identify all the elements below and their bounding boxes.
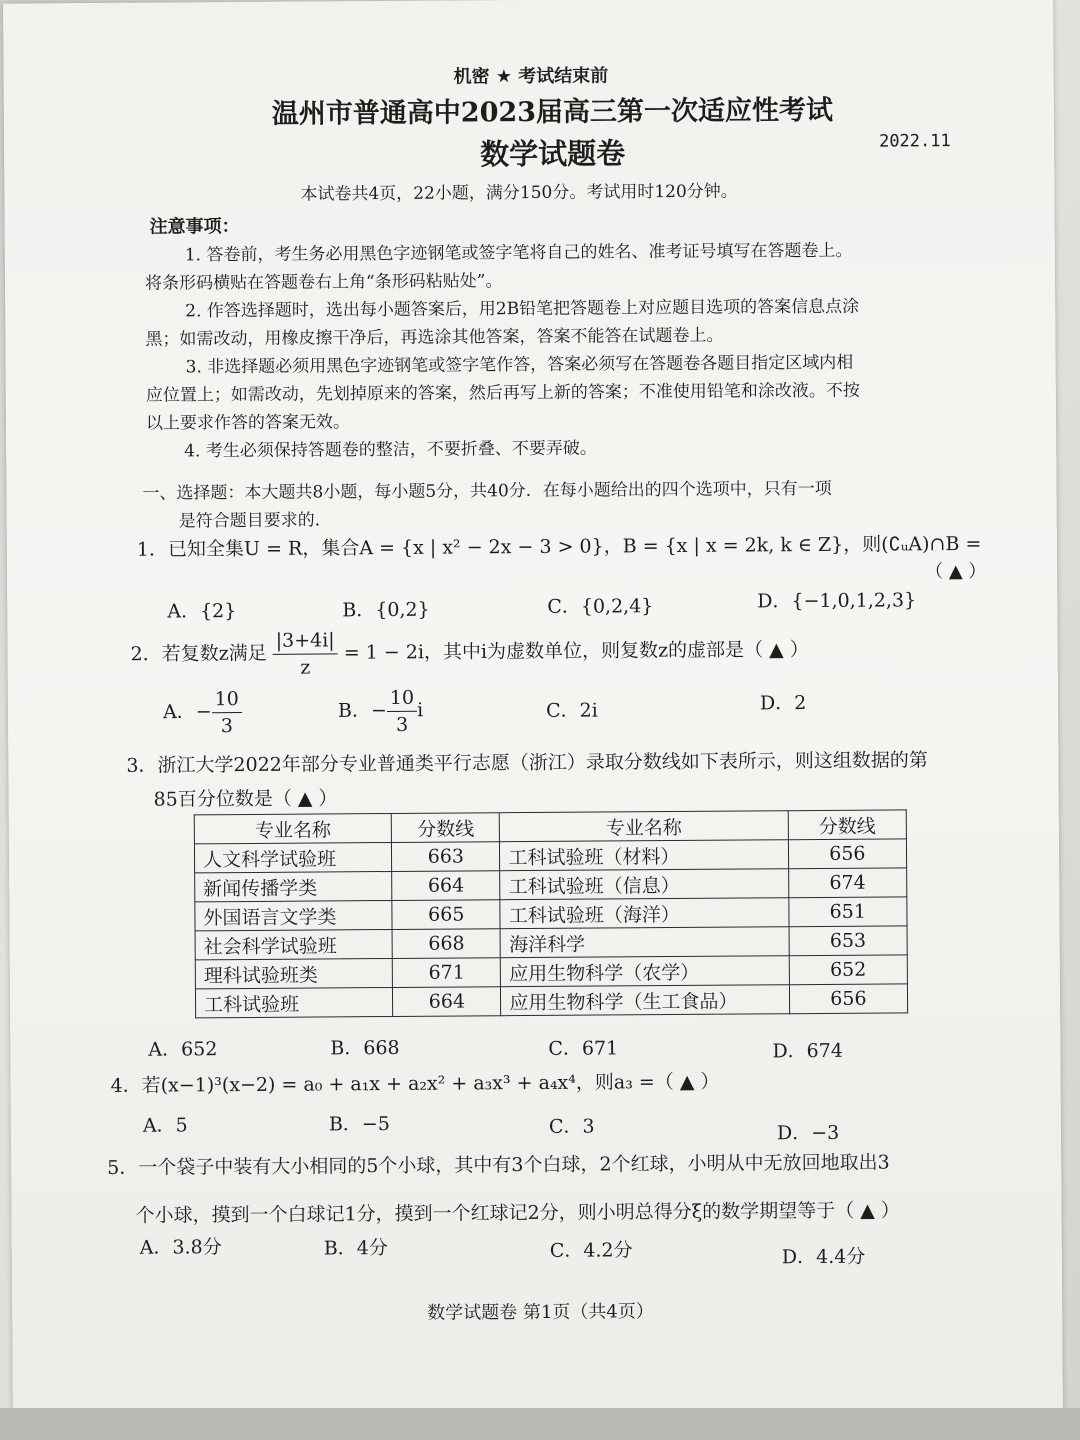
score: 668: [392, 929, 500, 959]
option-fraction: [212, 686, 243, 739]
major-name: 工科试验班（海洋）: [500, 898, 788, 929]
notice-line: 2. 作答选择题时，选出每小题答案后，用2B铅笔把答题卷上对应题目选项的答案信息点涂: [185, 296, 860, 322]
major-name: 海洋科学: [500, 927, 788, 958]
major-name: 外国语言文学类: [195, 900, 392, 930]
major-name: 工科试验班: [195, 987, 392, 1017]
question-5-stem: 5．一个袋子中装有大小相同的5个小球，其中有3个白球，2个红球，小明从中无放回地取出3: [107, 1151, 890, 1179]
exam-title: 温州市普通高中2023届高三第一次适应性考试: [271, 94, 834, 130]
option-label: B．−: [337, 699, 387, 722]
score: 656: [788, 839, 907, 869]
score: 664: [393, 987, 501, 1017]
notice-line: 以上要求作答的答案无效。: [145, 412, 351, 434]
table-row: [195, 984, 907, 1018]
notice-line: 1. 答卷前，考生务必用黑色字迹钢笔或签字笔将自己的姓名、准考证号填写在答题卷上。: [184, 240, 853, 266]
option-d: D．674: [772, 1039, 843, 1063]
major-name: 应用生物科学（农学）: [501, 956, 789, 987]
page-footer: 数学试题卷 第1页（共4页）: [427, 1301, 654, 1324]
major-name: 新闻传播学类: [195, 871, 392, 901]
notice-heading: 注意事项：: [149, 216, 240, 238]
option-a: A．5: [142, 1114, 188, 1137]
notice-line: 黑；如需改动，用橡皮擦干净后，再选涂其他答案，答案不能答在试题卷上。: [145, 325, 724, 350]
option-d: D．2: [759, 692, 807, 715]
section-heading: 一、选择题：本大题共8小题，每小题5分，共40分．在每小题给出的四个选项中，只有一项: [142, 478, 832, 504]
q2-fraction-numerator: |3+4i|: [273, 627, 338, 654]
exam-date: 2022.11: [878, 131, 951, 152]
option-c: C．3: [548, 1115, 595, 1138]
notice-line: 3. 非选择题必须用黑色字迹钢笔或签字笔作答，答案必须写在答题卷各题目指定区域内相: [185, 352, 854, 378]
major-name: 社会科学试验班: [195, 929, 392, 959]
option-unit: i: [417, 699, 424, 722]
option-fraction-numerator: 10: [387, 685, 417, 712]
score: 653: [789, 926, 908, 956]
score: 663: [392, 842, 500, 872]
option-a: A．3.8分: [139, 1236, 222, 1259]
option-b: B．{0,2}: [342, 598, 430, 622]
major-name: 工科试验班（材料）: [500, 840, 788, 871]
underlying-page-strip: [0, 1408, 1080, 1440]
option-fraction: [387, 685, 418, 738]
column-header: 分数线: [391, 813, 499, 843]
column-header: 分数线: [788, 810, 907, 840]
answer-blank: （ ▲ ）: [924, 560, 987, 583]
option-b: B．4分: [323, 1237, 388, 1260]
score: 671: [392, 958, 500, 988]
q2-fraction-denominator: z: [300, 656, 311, 679]
option-fraction-numerator: 10: [212, 686, 242, 713]
question-5-stem-cont: 个小球，摸到一个白球记1分，摸到一个红球记2分，则小明总得分ξ的数学期望等于（ ▲ ）: [135, 1199, 900, 1227]
notice-line: 将条形码横贴在答题卷右上角“条形码粘贴处”。: [144, 271, 503, 294]
column-header: 专业名称: [194, 813, 391, 843]
confidential-mark: 机密 ★ 考试结束前: [453, 65, 609, 88]
question-2-stem: [130, 624, 809, 682]
major-name: 理科试验班类: [195, 958, 392, 988]
notice-line: 应位置上；如需改动，先划掉原来的答案，然后再写上新的答案；不准使用铅笔和涂改液。不按: [145, 380, 860, 406]
score: 674: [788, 868, 907, 898]
option-a: A．{2}: [167, 600, 237, 623]
major-name: 应用生物科学（生工食品）: [501, 985, 789, 1016]
question-3-stem: 3．浙江大学2022年部分专业普通类平行志愿（浙江）录取分数线如下表所示，则这组数据的第: [126, 749, 928, 777]
option-a: A．652: [148, 1038, 218, 1061]
score: 651: [788, 897, 907, 927]
option-a: [163, 686, 242, 740]
q2-suffix: = 1 − 2i，其中i为虚数单位，则复数z的虚部是（ ▲ ）: [343, 638, 809, 664]
section-heading-cont: 是符合题目要求的．: [178, 510, 332, 532]
option-b: [338, 685, 424, 739]
major-name: 工科试验班（信息）: [500, 869, 788, 900]
option-d: D．{−1,0,1,2,3}: [757, 589, 917, 613]
notice-line: 4. 考生必须保持答题卷的整洁，不要折叠、不要弄破。: [184, 438, 597, 462]
exam-paper: [3, 0, 1063, 1419]
score: 652: [789, 955, 908, 985]
major-name: 人文科学试验班: [194, 842, 391, 872]
q2-fraction: [273, 627, 338, 680]
column-header: 专业名称: [500, 811, 788, 842]
admission-score-table: [194, 809, 908, 1018]
option-d: D．−3: [776, 1121, 840, 1145]
score: 664: [392, 871, 500, 901]
question-4-stem: 4．若(x−1)³(x−2) = a₀ + a₁x + a₂x² + a₃x³ + a₄x⁴，则a₃ =（ ▲ ）: [110, 1070, 720, 1097]
option-fraction-denominator: 3: [220, 715, 233, 738]
q2-prefix: 2．若复数z满足: [130, 642, 267, 666]
exam-info: 本试卷共4页，22小题，满分150分。考试用时120分钟。: [300, 181, 738, 205]
option-c: C．{0,2,4}: [547, 595, 654, 618]
option-d: D．4.4分: [781, 1245, 866, 1269]
question-1-stem: 1．已知全集U = R，集合A = {x | x² − 2x − 3 > 0}，B = {x | x = 2k, k ∈ Z}，则(∁ᵤA)∩B =: [136, 532, 982, 561]
paper-subtitle: 数学试题卷: [480, 136, 626, 172]
option-c: C．2i: [545, 699, 598, 722]
option-b: B．668: [330, 1036, 400, 1060]
score: 656: [789, 984, 908, 1014]
option-b: B．−5: [328, 1113, 390, 1136]
question-3-stem-cont: 85百分位数是（ ▲ ）: [153, 787, 338, 811]
score: 665: [392, 900, 500, 930]
option-fraction-denominator: 3: [395, 713, 409, 736]
option-c: C．4.2分: [549, 1239, 633, 1262]
option-c: C．671: [548, 1037, 619, 1060]
option-label: A．−: [162, 700, 212, 724]
